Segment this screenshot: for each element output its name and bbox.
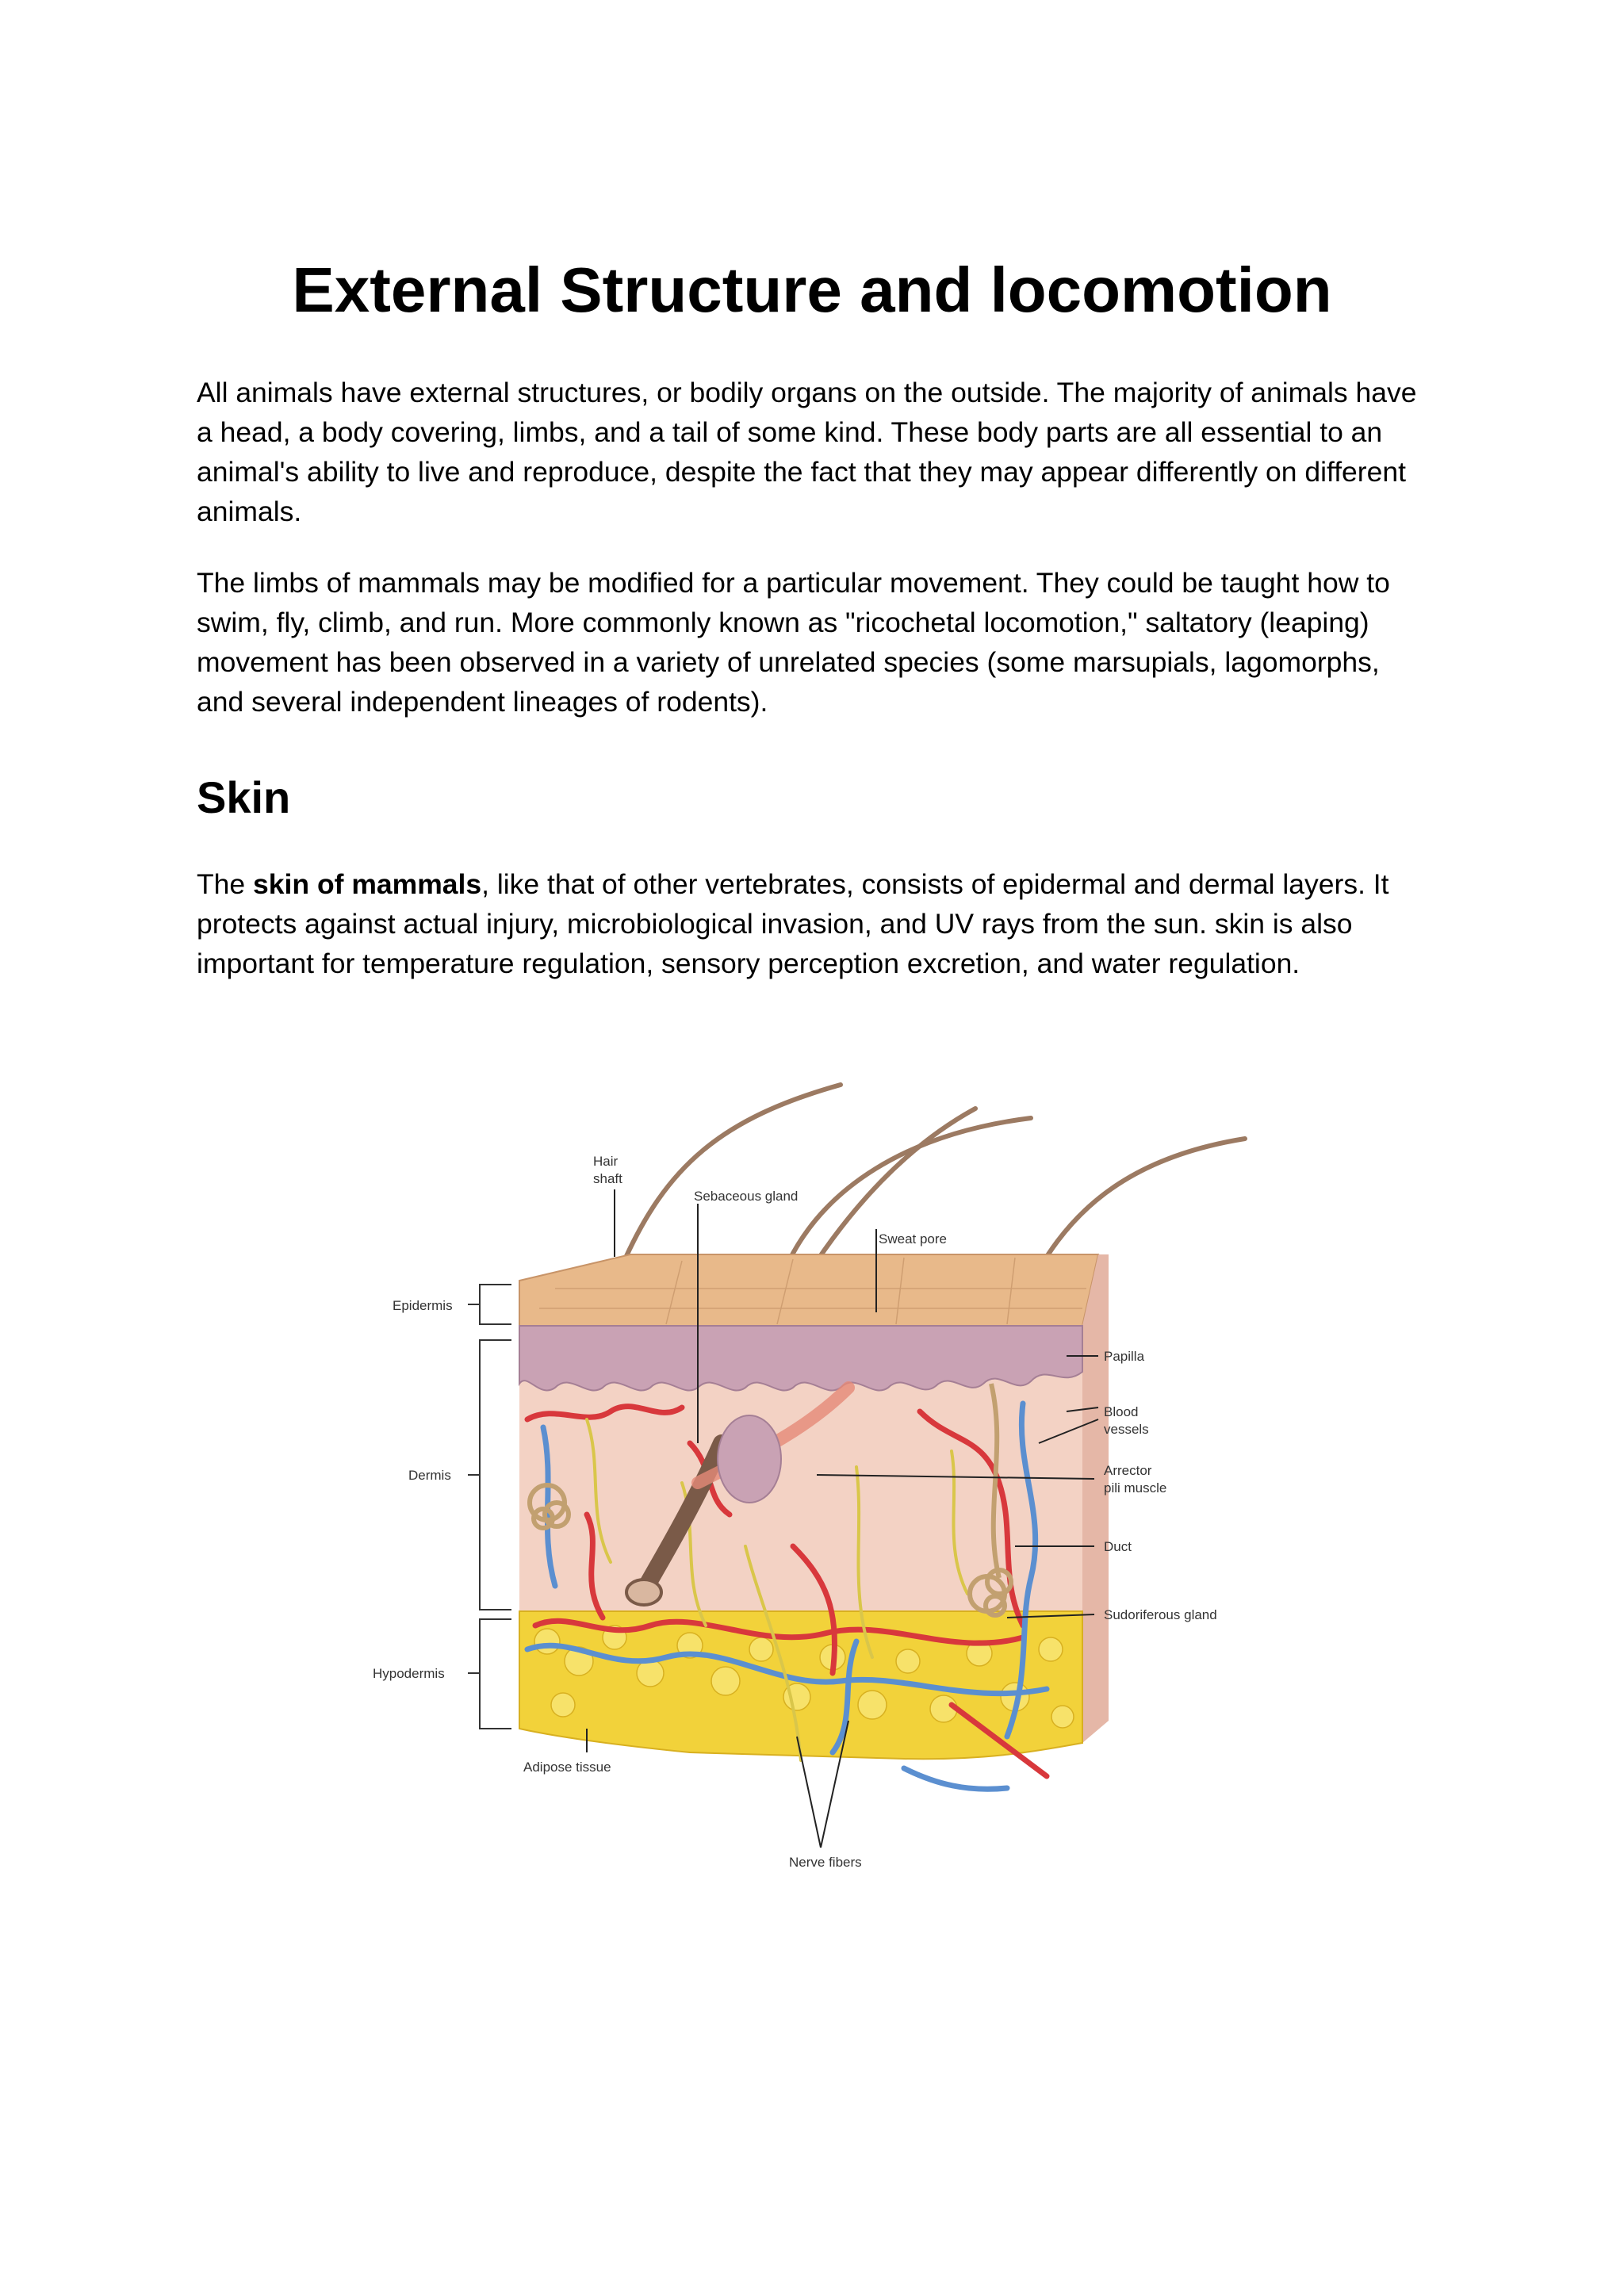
intro-paragraph: All animals have external structures, or bodily organs on the outside. The majority of animals have a head, a body covering, limbs, and a tail of some kind. These body parts are all essential to an animal's ability to live and reproduce, despite the fact that they may appear differently on different animals. [197, 377, 1417, 527]
skin-paragraph-bold: skin of mammals [253, 868, 482, 900]
label-nerve-fibers: Nerve fibers [789, 1855, 862, 1870]
label-sebaceous-gland: Sebaceous gland [694, 1189, 799, 1204]
label-arrector-pili: Arrector [1104, 1463, 1152, 1478]
label-arrector-pili-2: pili muscle [1104, 1480, 1167, 1496]
label-hair-shaft: Hair [593, 1154, 619, 1169]
label-dermis: Dermis [408, 1468, 451, 1483]
locomotion-paragraph: The limbs of mammals may be modified for a particular movement. They could be taught how to swim, fly, climb, and run. More commonly known as "ricochetal locomotion," saltatory (leaping) movement has been observed in a variety of unrelated species (some marsupials, lagomorphs, and several independent lineages of rodents). [197, 567, 1390, 718]
layer-brackets [468, 1285, 511, 1729]
label-epidermis: Epidermis [393, 1298, 453, 1313]
label-hypodermis: Hypodermis [373, 1666, 445, 1681]
label-sudoriferous-gland: Sudoriferous gland [1104, 1607, 1217, 1622]
skin-anatomy-figure [349, 1070, 1300, 1911]
skin-diagram [349, 1070, 1300, 1911]
skin-paragraph [197, 864, 1434, 983]
label-duct: Duct [1104, 1539, 1132, 1554]
page-title: External Structure and locomotion [292, 255, 1332, 325]
label-blood-vessels-2: vessels [1104, 1422, 1149, 1437]
label-blood-vessels: Blood [1104, 1404, 1139, 1419]
label-adipose-tissue: Adipose tissue [523, 1760, 611, 1775]
section-heading-skin: Skin [197, 772, 291, 822]
label-hair-shaft-2: shaft [593, 1171, 622, 1186]
label-sweat-pore: Sweat pore [879, 1231, 947, 1247]
label-papilla: Papilla [1104, 1349, 1145, 1364]
skin-paragraph-rest: , like that of other vertebrates, consists of epidermal and dermal layers. It protects against actual injury, microbiological invasion, and UV rays from the sun. skin is also important for temperature regulation, sensory perception excretion, and water regulation. [197, 868, 1389, 979]
skin-paragraph-lead: The [197, 868, 254, 900]
